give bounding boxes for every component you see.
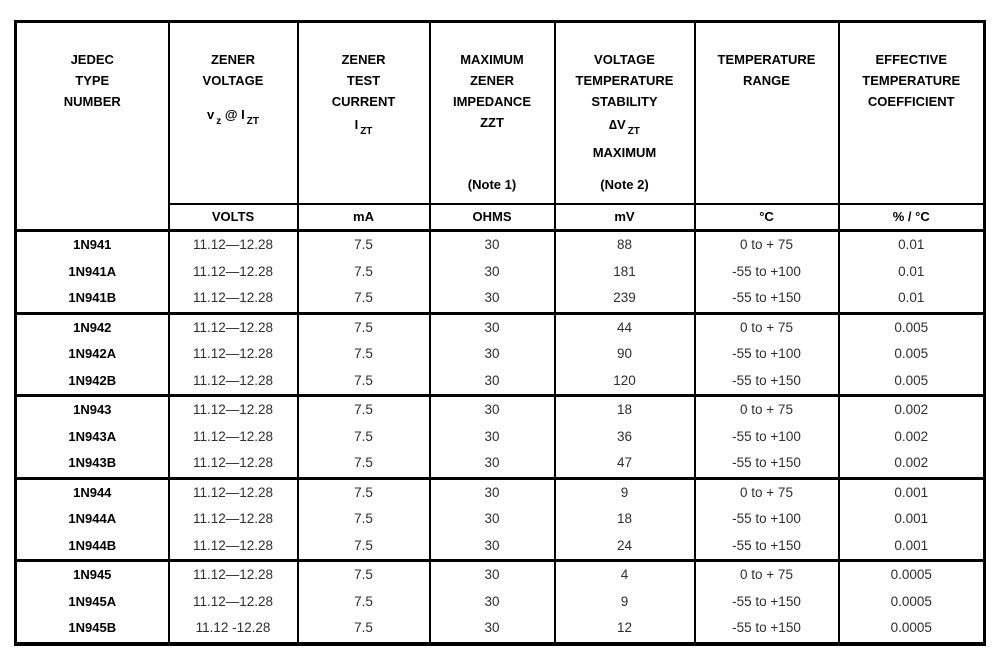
note-1-reference: (Note 1) bbox=[467, 176, 517, 192]
header-line: MAXIMUM bbox=[592, 145, 657, 160]
cell-stability: 120 bbox=[555, 368, 695, 396]
unit-ohms: OHMS bbox=[430, 204, 555, 231]
group-1n944 bbox=[16, 478, 985, 561]
cell-test-current: 7.5 bbox=[298, 506, 430, 533]
cell-type-number: 1N942 bbox=[16, 313, 169, 341]
cell-temp-range: 0 to + 75 bbox=[695, 478, 839, 506]
table-row bbox=[16, 368, 985, 396]
table-row bbox=[16, 231, 985, 259]
header-line: ZENER bbox=[210, 52, 256, 67]
header-line: RANGE bbox=[743, 73, 790, 88]
cell-temp-range: -55 to +100 bbox=[695, 259, 839, 286]
cell-type-number: 1N945A bbox=[16, 589, 169, 616]
cell-test-current: 7.5 bbox=[298, 533, 430, 561]
header-line: ZENER bbox=[341, 52, 386, 67]
note-2-reference: (Note 2) bbox=[600, 176, 649, 192]
header-line: EFFECTIVE bbox=[875, 52, 947, 67]
cell-test-current: 7.5 bbox=[298, 368, 430, 396]
delta-vzt-symbol: ∆V $_{ZT}$ bbox=[609, 117, 640, 137]
cell-impedance: 30 bbox=[430, 259, 555, 286]
cell-type-number: 1N945 bbox=[16, 561, 169, 589]
cell-test-current: 7.5 bbox=[298, 341, 430, 368]
cell-test-current: 7.5 bbox=[298, 561, 430, 589]
cell-test-current: 7.5 bbox=[298, 450, 430, 478]
table-row bbox=[16, 450, 985, 478]
cell-temp-coefficient: 0.005 bbox=[839, 341, 985, 368]
cell-stability: 24 bbox=[555, 533, 695, 561]
cell-impedance: 30 bbox=[430, 533, 555, 561]
cell-temp-range: -55 to +100 bbox=[695, 424, 839, 451]
unit-celsius: °C bbox=[695, 204, 839, 231]
cell-impedance: 30 bbox=[430, 615, 555, 644]
group-1n945 bbox=[16, 561, 985, 644]
table-row bbox=[16, 478, 985, 506]
unit-ma: mA bbox=[298, 204, 430, 231]
header-line: NUMBER bbox=[63, 94, 121, 109]
cell-test-current: 7.5 bbox=[298, 478, 430, 506]
cell-stability: 4 bbox=[555, 561, 695, 589]
cell-temp-coefficient: 0.01 bbox=[839, 285, 985, 313]
table-row bbox=[16, 615, 985, 644]
cell-zener-voltage: 11.12—12.28 bbox=[169, 589, 298, 616]
cell-zener-voltage: 11.12—12.28 bbox=[169, 231, 298, 259]
table-row bbox=[16, 313, 985, 341]
cell-type-number: 1N945B bbox=[16, 615, 169, 644]
cell-type-number: 1N944 bbox=[16, 478, 169, 506]
cell-impedance: 30 bbox=[430, 396, 555, 424]
column-header-voltage-temp-stability bbox=[555, 22, 695, 204]
cell-temp-range: 0 to + 75 bbox=[695, 313, 839, 341]
table-row bbox=[16, 259, 985, 286]
cell-test-current: 7.5 bbox=[298, 615, 430, 644]
cell-test-current: 7.5 bbox=[298, 231, 430, 259]
cell-type-number: 1N941B bbox=[16, 285, 169, 313]
cell-stability: 36 bbox=[555, 424, 695, 451]
cell-temp-range: -55 to +150 bbox=[695, 533, 839, 561]
cell-stability: 88 bbox=[555, 231, 695, 259]
table-row bbox=[16, 396, 985, 424]
unit-percent-per-celsius: % / °C bbox=[839, 204, 985, 231]
cell-temp-range: -55 to +100 bbox=[695, 506, 839, 533]
cell-impedance: 30 bbox=[430, 285, 555, 313]
header-line: ZZT bbox=[480, 115, 504, 130]
header-line: ZENER bbox=[469, 73, 515, 88]
cell-zener-voltage: 11.12—12.28 bbox=[169, 561, 298, 589]
header-line: VOLTAGE bbox=[594, 52, 655, 67]
cell-temp-coefficient: 0.001 bbox=[839, 506, 985, 533]
cell-type-number: 1N942B bbox=[16, 368, 169, 396]
unit-volts: VOLTS bbox=[169, 204, 298, 231]
cell-temp-coefficient: 0.001 bbox=[839, 533, 985, 561]
cell-stability: 18 bbox=[555, 396, 695, 424]
cell-temp-range: -55 to +150 bbox=[695, 368, 839, 396]
cell-type-number: 1N941A bbox=[16, 259, 169, 286]
cell-temp-coefficient: 0.0005 bbox=[839, 615, 985, 644]
cell-test-current: 7.5 bbox=[298, 396, 430, 424]
cell-stability: 181 bbox=[555, 259, 695, 286]
cell-type-number: 1N943B bbox=[16, 450, 169, 478]
cell-zener-voltage: 11.12—12.28 bbox=[169, 450, 298, 478]
cell-temp-coefficient: 0.001 bbox=[839, 478, 985, 506]
izt-symbol: I $_{ZT}$ bbox=[354, 117, 373, 137]
cell-zener-voltage: 11.12—12.28 bbox=[169, 506, 298, 533]
cell-impedance: 30 bbox=[430, 450, 555, 478]
cell-type-number: 1N941 bbox=[16, 231, 169, 259]
cell-temp-range: -55 to +150 bbox=[695, 450, 839, 478]
cell-stability: 12 bbox=[555, 615, 695, 644]
header-line: TYPE bbox=[75, 73, 110, 88]
vz-at-izt-symbol: v $_z$ @ I $_{ZT}$ bbox=[207, 107, 259, 127]
cell-zener-voltage: 11.12—12.28 bbox=[169, 313, 298, 341]
cell-stability: 239 bbox=[555, 285, 695, 313]
group-1n942 bbox=[16, 313, 985, 396]
header-line: TEMPERATURE bbox=[717, 52, 816, 67]
cell-temp-range: -55 to +150 bbox=[695, 285, 839, 313]
cell-stability: 9 bbox=[555, 589, 695, 616]
cell-temp-coefficient: 0.0005 bbox=[839, 561, 985, 589]
header-line: TEMPERATURE bbox=[575, 73, 674, 88]
header-line: COEFFICIENT bbox=[867, 94, 955, 109]
table-row bbox=[16, 533, 985, 561]
column-header-zener-test-current bbox=[298, 22, 430, 204]
group-1n941 bbox=[16, 231, 985, 314]
cell-type-number: 1N943A bbox=[16, 424, 169, 451]
cell-stability: 18 bbox=[555, 506, 695, 533]
header-line: VOLTAGE bbox=[202, 73, 264, 88]
header-line: STABILITY bbox=[591, 94, 658, 109]
cell-impedance: 30 bbox=[430, 313, 555, 341]
cell-zener-voltage: 11.12—12.28 bbox=[169, 368, 298, 396]
cell-temp-coefficient: 0.002 bbox=[839, 450, 985, 478]
table-row bbox=[16, 341, 985, 368]
cell-zener-voltage: 11.12 -12.28 bbox=[169, 615, 298, 644]
cell-test-current: 7.5 bbox=[298, 589, 430, 616]
header-line: CURRENT bbox=[331, 94, 396, 109]
table-row bbox=[16, 561, 985, 589]
header-title-row bbox=[16, 22, 985, 204]
zener-spec-table bbox=[14, 20, 986, 646]
cell-temp-range: -55 to +100 bbox=[695, 341, 839, 368]
header-line: MAXIMUM bbox=[460, 52, 524, 67]
cell-impedance: 30 bbox=[430, 341, 555, 368]
cell-zener-voltage: 11.12—12.28 bbox=[169, 396, 298, 424]
cell-stability: 44 bbox=[555, 313, 695, 341]
cell-zener-voltage: 11.12—12.28 bbox=[169, 478, 298, 506]
cell-test-current: 7.5 bbox=[298, 313, 430, 341]
cell-stability: 47 bbox=[555, 450, 695, 478]
header-line: JEDEC bbox=[70, 52, 114, 67]
cell-temp-coefficient: 0.01 bbox=[839, 231, 985, 259]
cell-impedance: 30 bbox=[430, 424, 555, 451]
cell-temp-coefficient: 0.01 bbox=[839, 259, 985, 286]
cell-temp-range: 0 to + 75 bbox=[695, 561, 839, 589]
cell-impedance: 30 bbox=[430, 231, 555, 259]
cell-impedance: 30 bbox=[430, 478, 555, 506]
column-header-max-zener-impedance bbox=[430, 22, 555, 204]
cell-test-current: 7.5 bbox=[298, 285, 430, 313]
cell-temp-coefficient: 0.0005 bbox=[839, 589, 985, 616]
cell-test-current: 7.5 bbox=[298, 259, 430, 286]
cell-temp-range: 0 to + 75 bbox=[695, 231, 839, 259]
header-line: TEST bbox=[346, 73, 381, 88]
cell-temp-range: -55 to +150 bbox=[695, 615, 839, 644]
cell-type-number: 1N942A bbox=[16, 341, 169, 368]
cell-type-number: 1N943 bbox=[16, 396, 169, 424]
column-header-jedec-type-number bbox=[16, 22, 169, 231]
cell-zener-voltage: 11.12—12.28 bbox=[169, 533, 298, 561]
cell-test-current: 7.5 bbox=[298, 424, 430, 451]
cell-impedance: 30 bbox=[430, 561, 555, 589]
unit-mv: mV bbox=[555, 204, 695, 231]
cell-stability: 90 bbox=[555, 341, 695, 368]
cell-zener-voltage: 11.12—12.28 bbox=[169, 341, 298, 368]
table-row bbox=[16, 506, 985, 533]
cell-temp-range: 0 to + 75 bbox=[695, 396, 839, 424]
cell-impedance: 30 bbox=[430, 589, 555, 616]
cell-zener-voltage: 11.12—12.28 bbox=[169, 424, 298, 451]
cell-impedance: 30 bbox=[430, 368, 555, 396]
header-line: IMPEDANCE bbox=[452, 94, 531, 109]
table-header bbox=[16, 22, 985, 231]
cell-stability: 9 bbox=[555, 478, 695, 506]
cell-impedance: 30 bbox=[430, 506, 555, 533]
cell-temp-coefficient: 0.005 bbox=[839, 313, 985, 341]
table-row bbox=[16, 424, 985, 451]
cell-type-number: 1N944A bbox=[16, 506, 169, 533]
column-header-temperature-range bbox=[695, 22, 839, 204]
cell-temp-coefficient: 0.002 bbox=[839, 424, 985, 451]
cell-temp-range: -55 to +150 bbox=[695, 589, 839, 616]
column-header-effective-temp-coefficient bbox=[839, 22, 985, 204]
cell-temp-coefficient: 0.005 bbox=[839, 368, 985, 396]
table-row bbox=[16, 285, 985, 313]
cell-zener-voltage: 11.12—12.28 bbox=[169, 259, 298, 286]
cell-type-number: 1N944B bbox=[16, 533, 169, 561]
table-row bbox=[16, 589, 985, 616]
cell-temp-coefficient: 0.002 bbox=[839, 396, 985, 424]
column-header-zener-voltage bbox=[169, 22, 298, 204]
header-line: TEMPERATURE bbox=[862, 73, 961, 88]
group-1n943 bbox=[16, 396, 985, 479]
cell-zener-voltage: 11.12—12.28 bbox=[169, 285, 298, 313]
